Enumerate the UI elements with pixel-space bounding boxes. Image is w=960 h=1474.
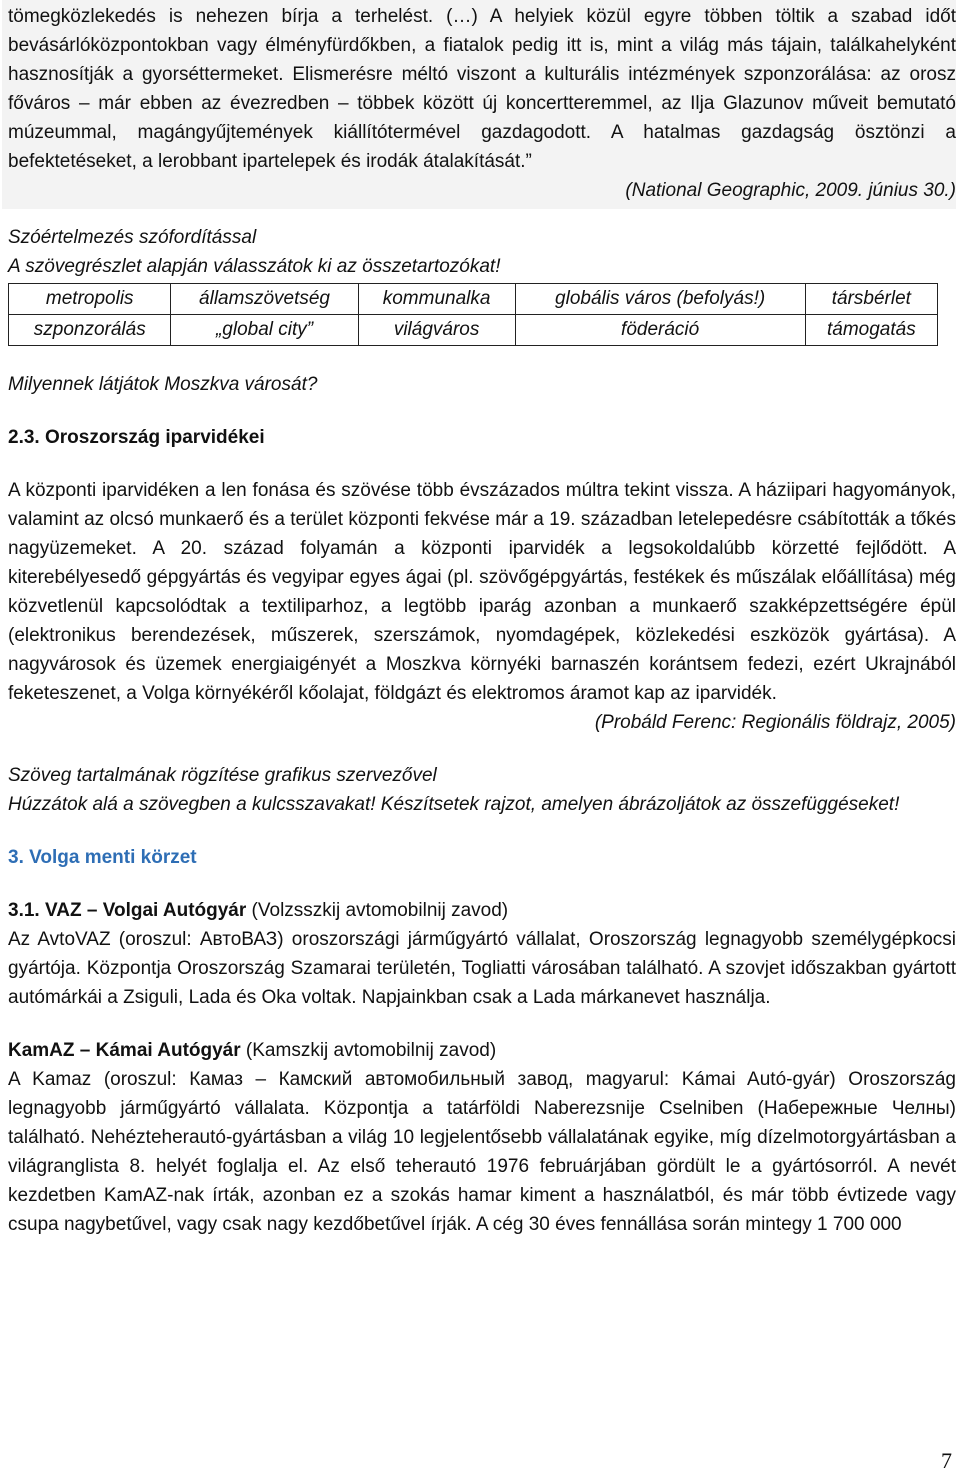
section-source: (Probáld Ferenc: Regionális földrajz, 2005) (594, 712, 956, 733)
kamaz-name-rest: (Kamszkij avtomobilnij zavod) (240, 1040, 497, 1061)
section-number: 2.3. (8, 427, 40, 448)
table-cell: támogatás (805, 315, 937, 346)
kamaz-name: KamAZ – Kámai Autógyár (8, 1040, 241, 1061)
table-cell: kommunalka (358, 284, 515, 315)
table-cell: globális város (befolyás!) (515, 284, 805, 315)
table-cell: államszövetség (171, 284, 358, 315)
vocab-question: Milyennek látjátok Moszkva városát? (8, 374, 318, 395)
table-cell: világváros (358, 315, 515, 346)
section-body: A központi iparvidéken a len fonása és szövése több évszázados múltra tekint vissza. A háziipari hagyományok, valamint az olcsó munkaerő és a terület központi fekvése már a 19. században letelepedésre csábították a tőkés nagyüzemeket. A 20. század folyamán a központi iparvidék a legsokoldalúbb körzetté fejlődött. A kiterebélyesedő gépgyártás és vegyipar egyes ágai (pl. szövőgépgyártás, festékek és műszálak előállítása) még közvetlenül kapcsolódtak a textiliparhoz, a legtöbb iparág azonban a munkaerő szakképzettségére épül (elektronikus berendezések, műszerek, szerszámok, nyomdagépek, közlekedési eszközök gyártása). A nagyvárosok és üzemek energiaigényét a Moszkva környéki barnaszén korántsem fedezi, ezért Ukrajnából feketeszenet, a Volga környékéről kőolajat, földgázt és elektromos áramot kap az iparvidék. (8, 480, 956, 704)
table-cell: „global city” (171, 315, 358, 346)
table-cell: társbérlet (805, 284, 937, 315)
quote-text: tömegközlekedés is nehezen bírja a terhelést. (…) A helyiek közül egyre többen töltik a szabad időt bevásárlóközpontokban vagy élményfürdőkben, a fiatalok pedig itt is, mint a világ más tájain, találkahelyként hasznosítják a gyorséttermeket. Elismerésre méltó viszont a kulturális intézmények szponzorálása: az orosz főváros – már ebben az évezredben – többek között új koncertteremmel, az Ilja Glazunov műveit bemutató múzeummal, magángyűjtemények kiállítótermével gazdagodott. A hatalmas gazdagság ösztönzi a befektetéseket, a lerobbant ipartelepek és irodák átalakítását.” (8, 6, 956, 172)
table-cell: metropolis (9, 284, 171, 315)
vocab-instruction: A szövegrészlet alapján válasszátok ki az összetartozókat! (8, 256, 501, 277)
vocab-title: Szóértelmezés szófordítással (8, 227, 257, 248)
task-title: Szöveg tartalmának rögzítése grafikus szervezővel (8, 765, 437, 786)
vocab-table (8, 283, 938, 346)
vaz-name: VAZ – Volgai Autógyár (44, 900, 247, 921)
section-heading-3: 3. Volga menti körzet (8, 847, 197, 868)
section-heading-2-3 (8, 423, 956, 452)
quote-block (2, 0, 956, 209)
page-number: 7 (941, 1448, 952, 1473)
section-title: Oroszország iparvidékei (44, 427, 265, 448)
kamaz-body: A Kamaz (oroszul: Камаз – Камский автомобильный завод, magyarul: Kámai Autó-gyár) Oroszország legnagyobb járműgyártó vállalata. Központja a tatárföldi Naberezsnije Cselniben (Набережные Челны) található. Nehézteherautó-gyártásban a világ 10 legjelentősebb vállalatának egyike, míg dízelmotorgyártásban a világranglista 8. helyét foglalja el. Az első teherautó 1976 februárjában gördült le a gyártósorról. A nevét kezdetben KamAZ-nak írták, azonban ez a szokás hamar kiment a használatból, és már több évtizede vagy csupa nagybetűvel, vagy csak nagy kezdőbetűvel írják. A cég 30 éves fennállása során mintegy 1 700 000 (8, 1069, 956, 1235)
vaz-number: 3.1. (8, 900, 40, 921)
table-row (9, 284, 938, 315)
table-cell: szponzorálás (9, 315, 171, 346)
table-cell: föderáció (515, 315, 805, 346)
table-row (9, 315, 938, 346)
document-page (8, 0, 956, 1239)
vaz-body: Az AvtoVAZ (oroszul: АвтоВАЗ) oroszországi járműgyártó vállalat, Oroszország legnagyobb személygépkocsi gyártója. Központja Oroszország Szamarai területén, Togliatti városában található. A szovjet időszakban gyártott autómárkái a Zsiguli, Lada és Oka voltak. Napjainkban csak a Lada márkanevet használja. (8, 929, 956, 1008)
vaz-heading (8, 896, 956, 925)
kamaz-heading (8, 1036, 956, 1065)
task-text: Húzzátok alá a szövegben a kulcsszavakat! Készítsetek rajzot, amelyen ábrázoljátok az összefüggéseket! (8, 794, 900, 815)
quote-source: (National Geographic, 2009. június 30.) (625, 180, 956, 201)
vaz-name-rest: (Volzsszkij avtomobilnij zavod) (246, 900, 509, 921)
